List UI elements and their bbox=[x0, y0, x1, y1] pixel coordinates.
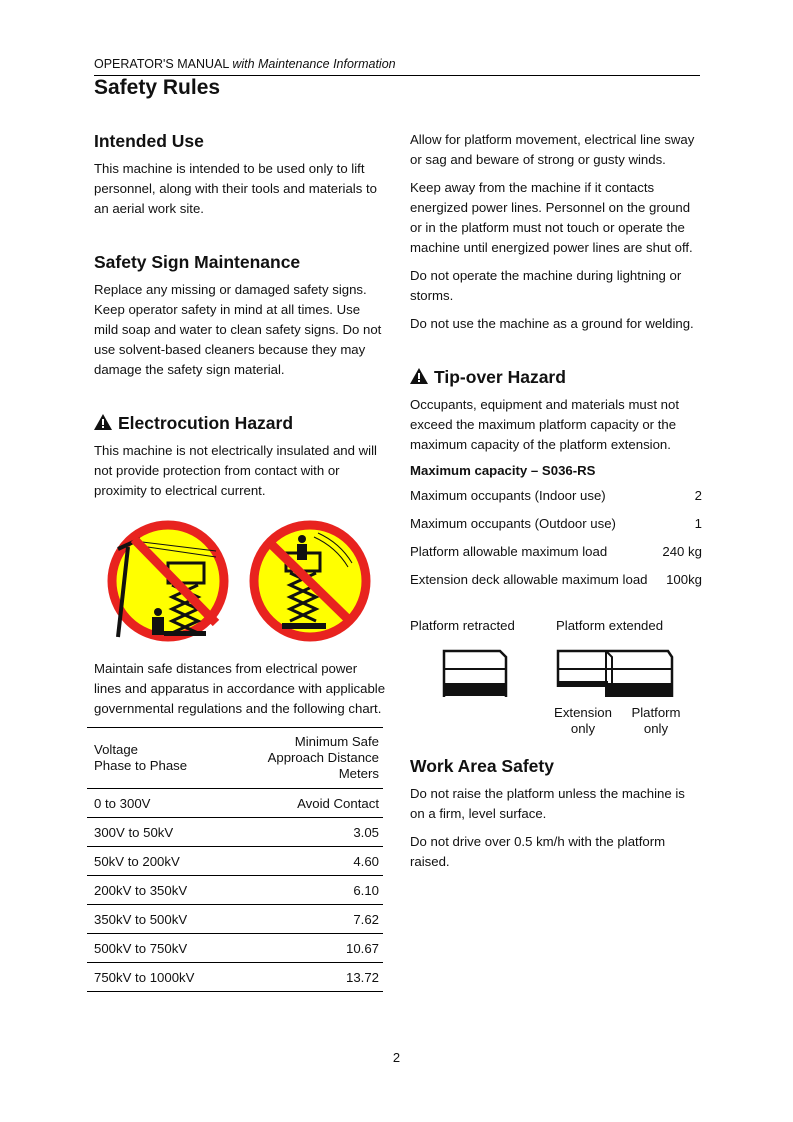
distance-cell: 13.72 bbox=[345, 969, 379, 985]
distance-cell: 3.05 bbox=[353, 824, 379, 840]
extension-label: Extension bbox=[554, 705, 612, 720]
platform-diagram-labels bbox=[410, 618, 702, 633]
distance-cell: 7.62 bbox=[353, 911, 379, 927]
table-row bbox=[87, 934, 383, 963]
distance-cell: 4.60 bbox=[353, 853, 379, 869]
platform-label: Platform bbox=[631, 705, 681, 720]
voltage-cell: 0 to 300V bbox=[94, 795, 151, 811]
manual-subtitle: with Maintenance Information bbox=[232, 57, 396, 71]
distance-cell: Avoid Contact bbox=[297, 795, 379, 811]
capacity-value: 240 kg bbox=[662, 544, 702, 559]
page-number: 2 bbox=[392, 1050, 401, 1065]
work-area-heading: Work Area Safety bbox=[410, 756, 554, 776]
safe-distance-table bbox=[87, 727, 383, 992]
table-header-row bbox=[87, 728, 383, 789]
distance-column-header bbox=[228, 728, 383, 789]
voltage-cell: 500kV to 750kV bbox=[94, 940, 188, 956]
sign-maintenance-text: Replace any missing or damaged safety signs. Keep operator safety in mind at all times. Use mild soap and water to clean safety signs. Do not use solvent-based cleaners because they may damage the safety sign material. bbox=[94, 282, 382, 377]
warning-triangle-icon bbox=[410, 368, 428, 384]
table-row bbox=[87, 818, 383, 847]
capacity-value: 2 bbox=[694, 488, 702, 503]
header-phase: Phase to Phase bbox=[94, 758, 188, 773]
intended-use-text: This machine is intended to be used only to lift personnel, along with their tools and materials to an aerial work site. bbox=[94, 161, 377, 216]
capacity-value: 1 bbox=[694, 516, 702, 531]
platform-extended-icon bbox=[556, 649, 674, 699]
capacity-label: Platform allowable maximum load bbox=[410, 544, 608, 559]
tipover-heading: Tip-over Hazard bbox=[434, 367, 566, 387]
voltage-cell: 50kV to 200kV bbox=[94, 853, 180, 869]
capacity-row bbox=[410, 514, 702, 534]
sign-maintenance-heading: Safety Sign Maintenance bbox=[94, 252, 301, 272]
safe-distance-text: Maintain safe distances from electrical power lines and apparatus in accordance with applicable governmental regulations and the following chart. bbox=[94, 661, 386, 716]
platform-diagrams bbox=[410, 649, 702, 699]
capacity-row bbox=[410, 570, 702, 590]
warning-triangle-icon bbox=[94, 414, 112, 430]
distance-cell: 10.67 bbox=[345, 940, 379, 956]
distance-cell: 6.10 bbox=[353, 882, 379, 898]
electrocution-heading-row bbox=[94, 412, 386, 434]
voltage-cell: 300V to 50kV bbox=[94, 824, 174, 840]
header-minimum-safe: Minimum Safe bbox=[294, 734, 379, 749]
tipover-text: Occupants, equipment and materials must not exceed the maximum platform capacity or the maximum capacity of the platform extension. bbox=[410, 397, 680, 452]
electrocution-heading: Electrocution Hazard bbox=[118, 413, 294, 433]
platform-retracted-icon bbox=[442, 649, 508, 699]
keep-away-text: Keep away from the machine if it contacts energized power lines. Personnel on the ground or in the platform must not touch or operate the machine until energized power lines are shut off. bbox=[410, 180, 693, 255]
platform-extended-label: Platform extended bbox=[556, 618, 664, 633]
manual-title: OPERATOR'S MANUAL bbox=[94, 57, 229, 71]
lightning-text: Do not operate the machine during lightning or storms. bbox=[410, 268, 682, 303]
no-power-line-contact-sign-icon bbox=[106, 519, 230, 643]
no-overhead-lines-sign-icon bbox=[248, 519, 372, 643]
intended-use-heading: Intended Use bbox=[94, 131, 204, 151]
tipover-heading-row bbox=[410, 366, 702, 388]
line-sway-text: Allow for platform movement, electrical line sway or sag and beware of strong or gusty winds. bbox=[410, 132, 695, 167]
left-column bbox=[94, 130, 386, 992]
table-row bbox=[87, 963, 383, 992]
capacity-value: 100kg bbox=[666, 572, 702, 587]
extension-only-label bbox=[550, 705, 616, 737]
right-column bbox=[410, 130, 702, 880]
running-header bbox=[94, 56, 700, 76]
drive-speed-text: Do not drive over 0.5 km/h with the platform raised. bbox=[410, 834, 666, 869]
table-row bbox=[87, 789, 383, 818]
table-row bbox=[87, 876, 383, 905]
platform-retracted-label: Platform retracted bbox=[410, 618, 515, 633]
welding-text: Do not use the machine as a ground for welding. bbox=[410, 316, 694, 331]
capacity-label: Maximum occupants (Outdoor use) bbox=[410, 516, 616, 531]
capacity-label: Extension deck allowable maximum load bbox=[410, 572, 648, 587]
platform-only-word: only bbox=[643, 721, 669, 736]
voltage-column-header bbox=[87, 728, 228, 789]
extension-only-word: only bbox=[570, 721, 596, 736]
header-approach-distance: Approach Distance bbox=[267, 750, 379, 765]
capacity-title: Maximum capacity – S036-RS bbox=[410, 463, 596, 478]
capacity-label: Maximum occupants (Indoor use) bbox=[410, 488, 606, 503]
capacity-row bbox=[410, 486, 702, 506]
header-meters: Meters bbox=[338, 766, 379, 781]
table-row bbox=[87, 847, 383, 876]
electrocution-text: This machine is not electrically insulated and will not provide protection from contact with or proximity to electrical current. bbox=[94, 443, 377, 498]
voltage-cell: 200kV to 350kV bbox=[94, 882, 188, 898]
platform-extended-sublabels bbox=[550, 705, 702, 737]
capacity-row bbox=[410, 542, 702, 562]
table-row bbox=[87, 905, 383, 934]
voltage-cell: 750kV to 1000kV bbox=[94, 969, 195, 985]
page-title: Safety Rules bbox=[94, 76, 221, 99]
platform-only-label bbox=[626, 705, 686, 737]
voltage-cell: 350kV to 500kV bbox=[94, 911, 188, 927]
header-voltage: Voltage bbox=[94, 742, 138, 757]
firm-surface-text: Do not raise the platform unless the machine is on a firm, level surface. bbox=[410, 786, 685, 821]
prohibition-signs bbox=[106, 519, 386, 643]
